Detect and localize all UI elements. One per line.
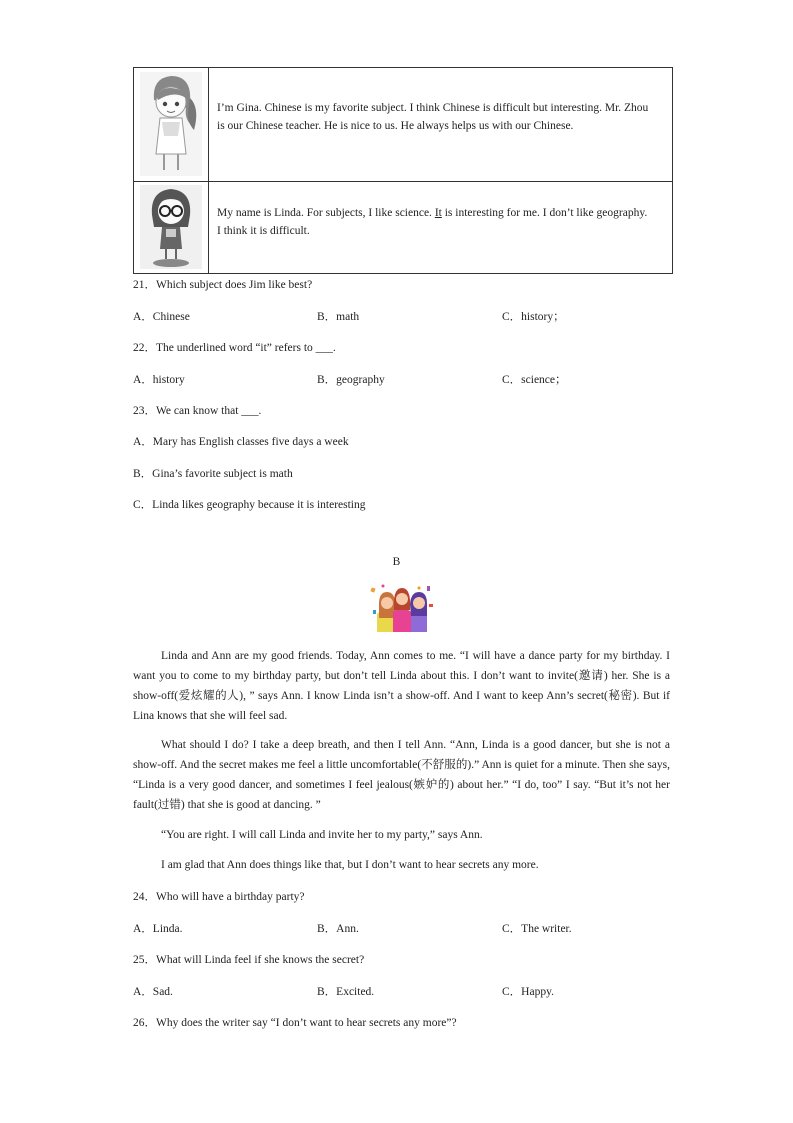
question-stem: 21．Which subject does Jim like best? xyxy=(133,279,313,291)
option: A．history xyxy=(133,374,185,386)
story-paragraph: I am glad that Ann does things like that, but I don’t want to hear secrets any more. xyxy=(161,859,539,871)
option: B．math xyxy=(317,311,360,323)
option: B．geography xyxy=(317,374,385,386)
table-row xyxy=(134,68,672,182)
story-paragraph: What should I do? I take a deep breath, and then I tell Ann. “Ann, Linda is a good dancer, but she is not a show-off. And the secret makes me feel a little uncomfortable(不舒服的).” Ann is quiet for a minute. Then she says, “Linda is a very good dancer, and sometimes I feel jealous(嫉妒的) about her.” “I do, too” I say. “But it’s not her fault(过错) that she is good at dancing. ” xyxy=(133,739,670,811)
option: A．Mary has English classes five days a week xyxy=(133,436,349,448)
option: A．Sad. xyxy=(133,986,173,998)
story-paragraph: Linda and Ann are my good friends. Today, Ann comes to me. “I will have a dance party for my birthday. I want you to come to my birthday party, but don’t tell Linda about this. I don’t want to invite(邀请) her. She is a show-off(爱炫耀的人), ” says Ann. I know Linda isn’t a show-off. And I want to keep Ann’s secret(秘密). But if Lina knows that she will feel sad. xyxy=(133,650,670,722)
underlined-word: It xyxy=(434,207,442,219)
table-picture-cell xyxy=(134,181,209,273)
option: A．Linda. xyxy=(133,923,183,935)
option: C．The writer. xyxy=(502,923,572,935)
option: B．Gina’s favorite subject is math xyxy=(133,468,293,480)
profile-table xyxy=(133,67,673,274)
table-picture-cell xyxy=(134,68,209,181)
question-stem: 26．Why does the writer say “I don’t want to hear secrets any more”? xyxy=(133,1017,457,1029)
option: A．Chinese xyxy=(133,311,190,323)
section-heading: B xyxy=(392,556,401,568)
linda-text: My name is Linda. For subjects, I like science. It is interesting for me. I don’t like geography. I think it is difficult. xyxy=(217,207,648,237)
question-stem: 25．What will Linda feel if she knows the secret? xyxy=(133,954,365,966)
gina-text: I’m Gina. Chinese is my favorite subject. I think Chinese is difficult but interesting. Mr. Zhou is our Chinese teacher. He is nice to us. He always helps us with our Chinese. xyxy=(217,102,649,132)
option: B．Excited. xyxy=(317,986,375,998)
story-paragraph: “You are right. I will call Linda and invite her to my party,” says Ann. xyxy=(161,829,483,841)
option: B．Ann. xyxy=(317,923,359,935)
table-row xyxy=(134,181,672,273)
three-friends-illustration xyxy=(369,582,435,632)
question-stem: 22．The underlined word “it” refers to ___. xyxy=(133,342,336,354)
question-stem: 23．We can know that ___. xyxy=(133,405,262,417)
question-stem: 24．Who will have a birthday party? xyxy=(133,891,305,903)
girl-with-ponytail-illustration xyxy=(134,68,208,180)
girl-with-glasses-illustration xyxy=(134,181,208,273)
option: C．history； xyxy=(502,311,565,323)
option: C．science； xyxy=(502,374,567,386)
option: C．Happy. xyxy=(502,986,554,998)
option: C．Linda likes geography because it is interesting xyxy=(133,499,366,511)
